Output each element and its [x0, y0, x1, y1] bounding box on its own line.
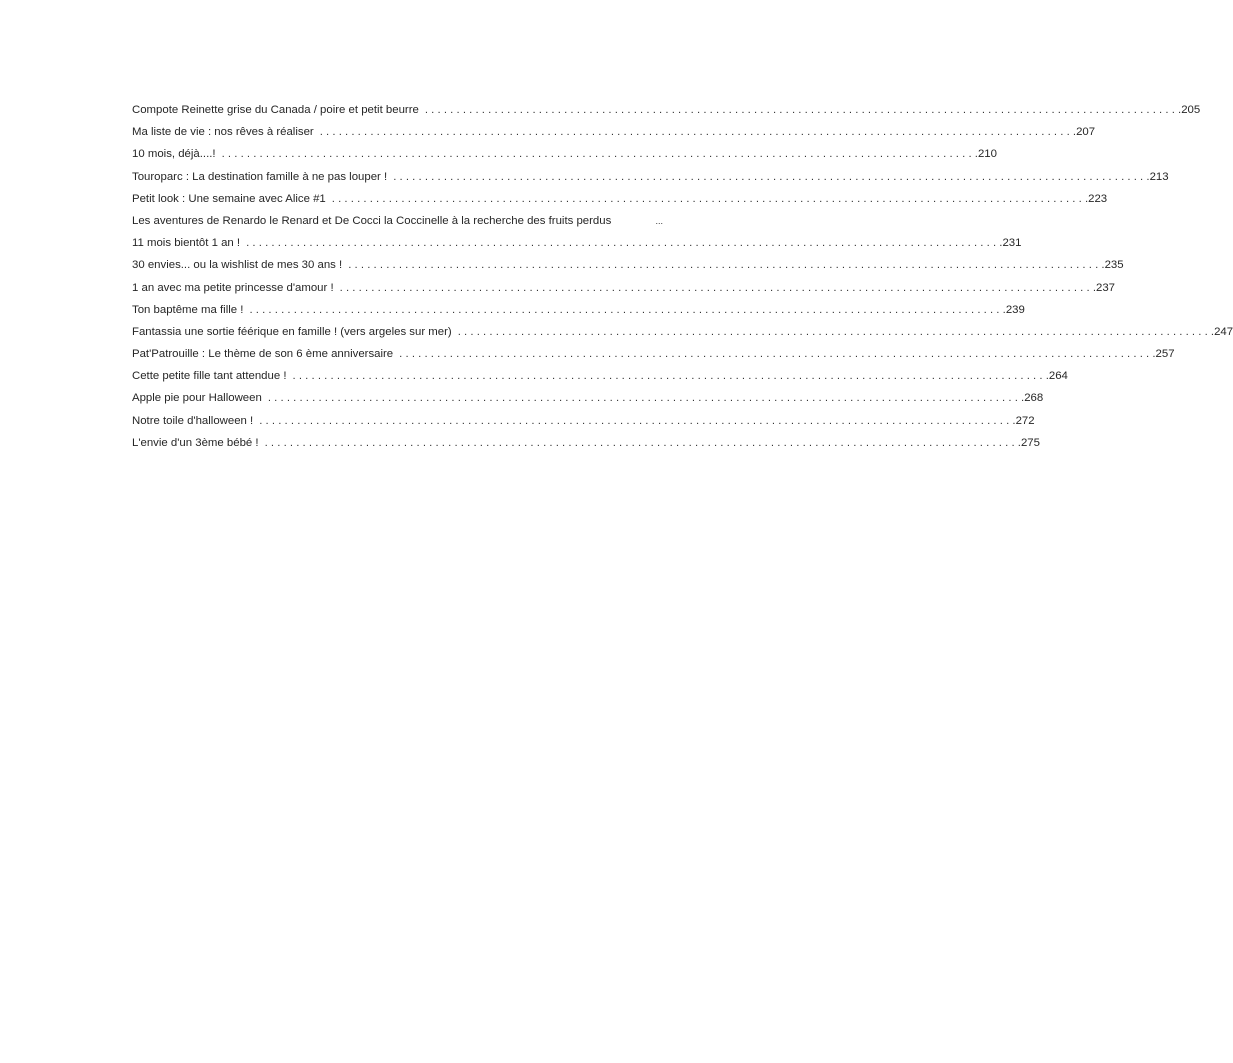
toc-entry-page: 272 [1015, 414, 1035, 427]
truncation-ellipsis: ... [655, 215, 663, 226]
dot-leader: . . . . . . . . . . . . . . . . . . . . . . . . . . . . . . . . . . . . . . . . . . . . . . . . . . . . . . . . . . . . . . . . . . . . . . . . . . . . . . . . . . . . . . . . . . . . . . . . . . . . . . . . . . . . . . . . . . . . . . . . [319, 126, 1077, 139]
toc-entry-title: Les aventures de Renardo le Renard et De Cocci la Coccinelle à la recherche des fruits perdus [132, 214, 612, 227]
toc-entry-title: Fantassia une sortie féérique en famille ! (vers argeles sur mer) [132, 325, 452, 338]
toc-entry[interactable] [132, 121, 1096, 143]
toc-entry-page: 235 [1104, 259, 1124, 272]
toc-entry-title: Touroparc : La destination famille à ne pas louper ! [132, 170, 388, 183]
dot-leader: . . . . . . . . . . . . . . . . . . . . . . . . . . . . . . . . . . . . . . . . . . . . . . . . . . . . . . . . . . . . . . . . . . . . . . . . . . . . . . . . . . . . . . . . . . . . . . . . . . . . . . . . . . . . . . . . . . . . . . . . [292, 370, 1049, 383]
toc-entry-page: 205 [1181, 104, 1201, 116]
toc-entry-title: Petit look : Une semaine avec Alice #1 [132, 192, 326, 205]
toc-entry-title: Ton baptême ma fille ! [132, 303, 244, 316]
toc-entry-title: Cette petite fille tant attendue ! [132, 370, 287, 383]
toc-entry[interactable] [132, 188, 1108, 210]
toc-entry[interactable] [132, 343, 1175, 365]
dot-leader: . . . . . . . . . . . . . . . . . . . . . . . . . . . . . . . . . . . . . . . . . . . . . . . . . . . . . . . . . . . . . . . . . . . . . . . . . . . . . . . . . . . . . . . . . . . . . . . . . . . . . . . . . . . . . . . . . . . . . . . . [259, 414, 1016, 427]
toc-entry-page: 231 [1002, 237, 1022, 250]
dot-leader: . . . . . . . . . . . . . . . . . . . . . . . . . . . . . . . . . . . . . . . . . . . . . . . . . . . . . . . . . . . . . . . . . . . . . . . . . . . . . . . . . . . . . . . . . . . . . . . . . . . . . . . . . . . . . . . . . . . . . . . . [399, 348, 1156, 361]
toc-entry-page: 275 [1020, 436, 1040, 449]
dot-leader: . . . . . . . . . . . . . . . . . . . . . . . . . . . . . . . . . . . . . . . . . . . . . . . . . . . . . . . . . . . . . . . . . . . . . . . . . . . . . . . . . . . . . . . . . . . . . . . . . . . . . . . . . . . . . . . . . . . . . . . . [457, 325, 1215, 338]
toc-entry-title: Compote Reinette grise du Canada / poire et petit beurre [132, 104, 419, 116]
toc-entry-page: 247 [1214, 325, 1233, 338]
toc-entry-page: 268 [1024, 392, 1044, 405]
toc-entry-title: 10 mois, déjà....! [132, 148, 216, 161]
toc-entry[interactable] [132, 321, 1233, 343]
dot-leader: . . . . . . . . . . . . . . . . . . . . . . . . . . . . . . . . . . . . . . . . . . . . . . . . . . . . . . . . . . . . . . . . . . . . . . . . . . . . . . . . . . . . . . . . . . . . . . . . . . . . . . . . . . . . . . . . . . . . . . . . [246, 237, 1003, 250]
toc-entry[interactable] [132, 432, 1040, 454]
dot-leader: . . . . . . . . . . . . . . . . . . . . . . . . . . . . . . . . . . . . . . . . . . . . . . . . . . . . . . . . . . . . . . . . . . . . . . . . . . . . . . . . . . . . . . . . . . . . . . . . . . . . . . . . . . . . . . . . . . . . . . . . [339, 281, 1096, 294]
toc-entry-title: L'envie d'un 3ème bébé ! [132, 436, 259, 449]
toc-entry-page: 207 [1076, 126, 1096, 139]
toc-entry-page: 237 [1096, 281, 1116, 294]
toc-entry[interactable] [132, 254, 1124, 276]
toc-entry[interactable] [132, 232, 1022, 254]
toc-entry[interactable] [132, 210, 663, 232]
toc-entry[interactable] [132, 277, 1116, 299]
toc-entry-page: 210 [977, 148, 997, 161]
dot-leader: . . . . . . . . . . . . . . . . . . . . . . . . . . . . . . . . . . . . . . . . . . . . . . . . . . . . . . . . . . . . . . . . . . . . . . . . . . . . . . . . . . . . . . . . . . . . . . . . . . . . . . . . . . . . . . . . . . . . . . . . [348, 259, 1105, 272]
dot-leader: . . . . . . . . . . . . . . . . . . . . . . . . . . . . . . . . . . . . . . . . . . . . . . . . . . . . . . . . . . . . . . . . . . . . . . . . . . . . . . . . . . . . . . . . . . . . . . . . . . . . . . . . . . . . . . . . . . . . . . . . [424, 104, 1182, 116]
toc-entry-page: 264 [1048, 370, 1068, 383]
toc-entry[interactable] [132, 299, 1025, 321]
dot-leader: . . . . . . . . . . . . . . . . . . . . . . . . . . . . . . . . . . . . . . . . . . . . . . . . . . . . . . . . . . . . . . . . . . . . . . . . . . . . . . . . . . . . . . . . . . . . . . . . . . . . . . . . . . . . . . . . . . . . . . . . [249, 303, 1006, 316]
toc-entry-page: 223 [1088, 192, 1108, 205]
toc-entry-title: 1 an avec ma petite princesse d'amour ! [132, 281, 334, 294]
dot-leader: . . . . . . . . . . . . . . . . . . . . . . . . . . . . . . . . . . . . . . . . . . . . . . . . . . . . . . . . . . . . . . . . . . . . . . . . . . . . . . . . . . . . . . . . . . . . . . . . . . . . . . . . . . . . . . . . . . . . . . . . [264, 436, 1021, 449]
toc-entry-page: 239 [1005, 303, 1025, 316]
toc-entry[interactable] [132, 365, 1068, 387]
toc-entry-title: Notre toile d'halloween ! [132, 414, 254, 427]
toc-entry-title: Ma liste de vie : nos rêves à réaliser [132, 126, 314, 139]
dot-leader: . . . . . . . . . . . . . . . . . . . . . . . . . . . . . . . . . . . . . . . . . . . . . . . . . . . . . . . . . . . . . . . . . . . . . . . . . . . . . . . . . . . . . . . . . . . . . . . . . . . . . . . . . . . . . . . . . . . . . . . . [393, 170, 1150, 183]
toc-entry[interactable] [132, 166, 1169, 188]
toc-entry[interactable] [132, 410, 1035, 432]
table-of-contents [132, 99, 1233, 454]
dot-leader: . . . . . . . . . . . . . . . . . . . . . . . . . . . . . . . . . . . . . . . . . . . . . . . . . . . . . . . . . . . . . . . . . . . . . . . . . . . . . . . . . . . . . . . . . . . . . . . . . . . . . . . . . . . . . . . . . . . . . . . . [331, 192, 1089, 205]
toc-entry[interactable] [132, 143, 997, 165]
toc-entry-title: Pat'Patrouille : Le thème de son 6 ème anniversaire [132, 348, 394, 361]
toc-entry[interactable] [132, 387, 1044, 409]
toc-entry-page: 257 [1155, 348, 1175, 361]
toc-entry-title: 11 mois bientôt 1 an ! [132, 237, 241, 250]
toc-entry-title: 30 envies... ou la wishlist de mes 30 ans ! [132, 259, 343, 272]
dot-leader: . . . . . . . . . . . . . . . . . . . . . . . . . . . . . . . . . . . . . . . . . . . . . . . . . . . . . . . . . . . . . . . . . . . . . . . . . . . . . . . . . . . . . . . . . . . . . . . . . . . . . . . . . . . . . . . . . . . . . . . . [267, 392, 1025, 405]
toc-entry[interactable] [132, 99, 1201, 121]
toc-entry-title: Apple pie pour Halloween [132, 392, 262, 405]
dot-leader: . . . . . . . . . . . . . . . . . . . . . . . . . . . . . . . . . . . . . . . . . . . . . . . . . . . . . . . . . . . . . . . . . . . . . . . . . . . . . . . . . . . . . . . . . . . . . . . . . . . . . . . . . . . . . . . . . . . . . . . . [221, 148, 978, 161]
toc-entry-page: 213 [1149, 170, 1169, 183]
